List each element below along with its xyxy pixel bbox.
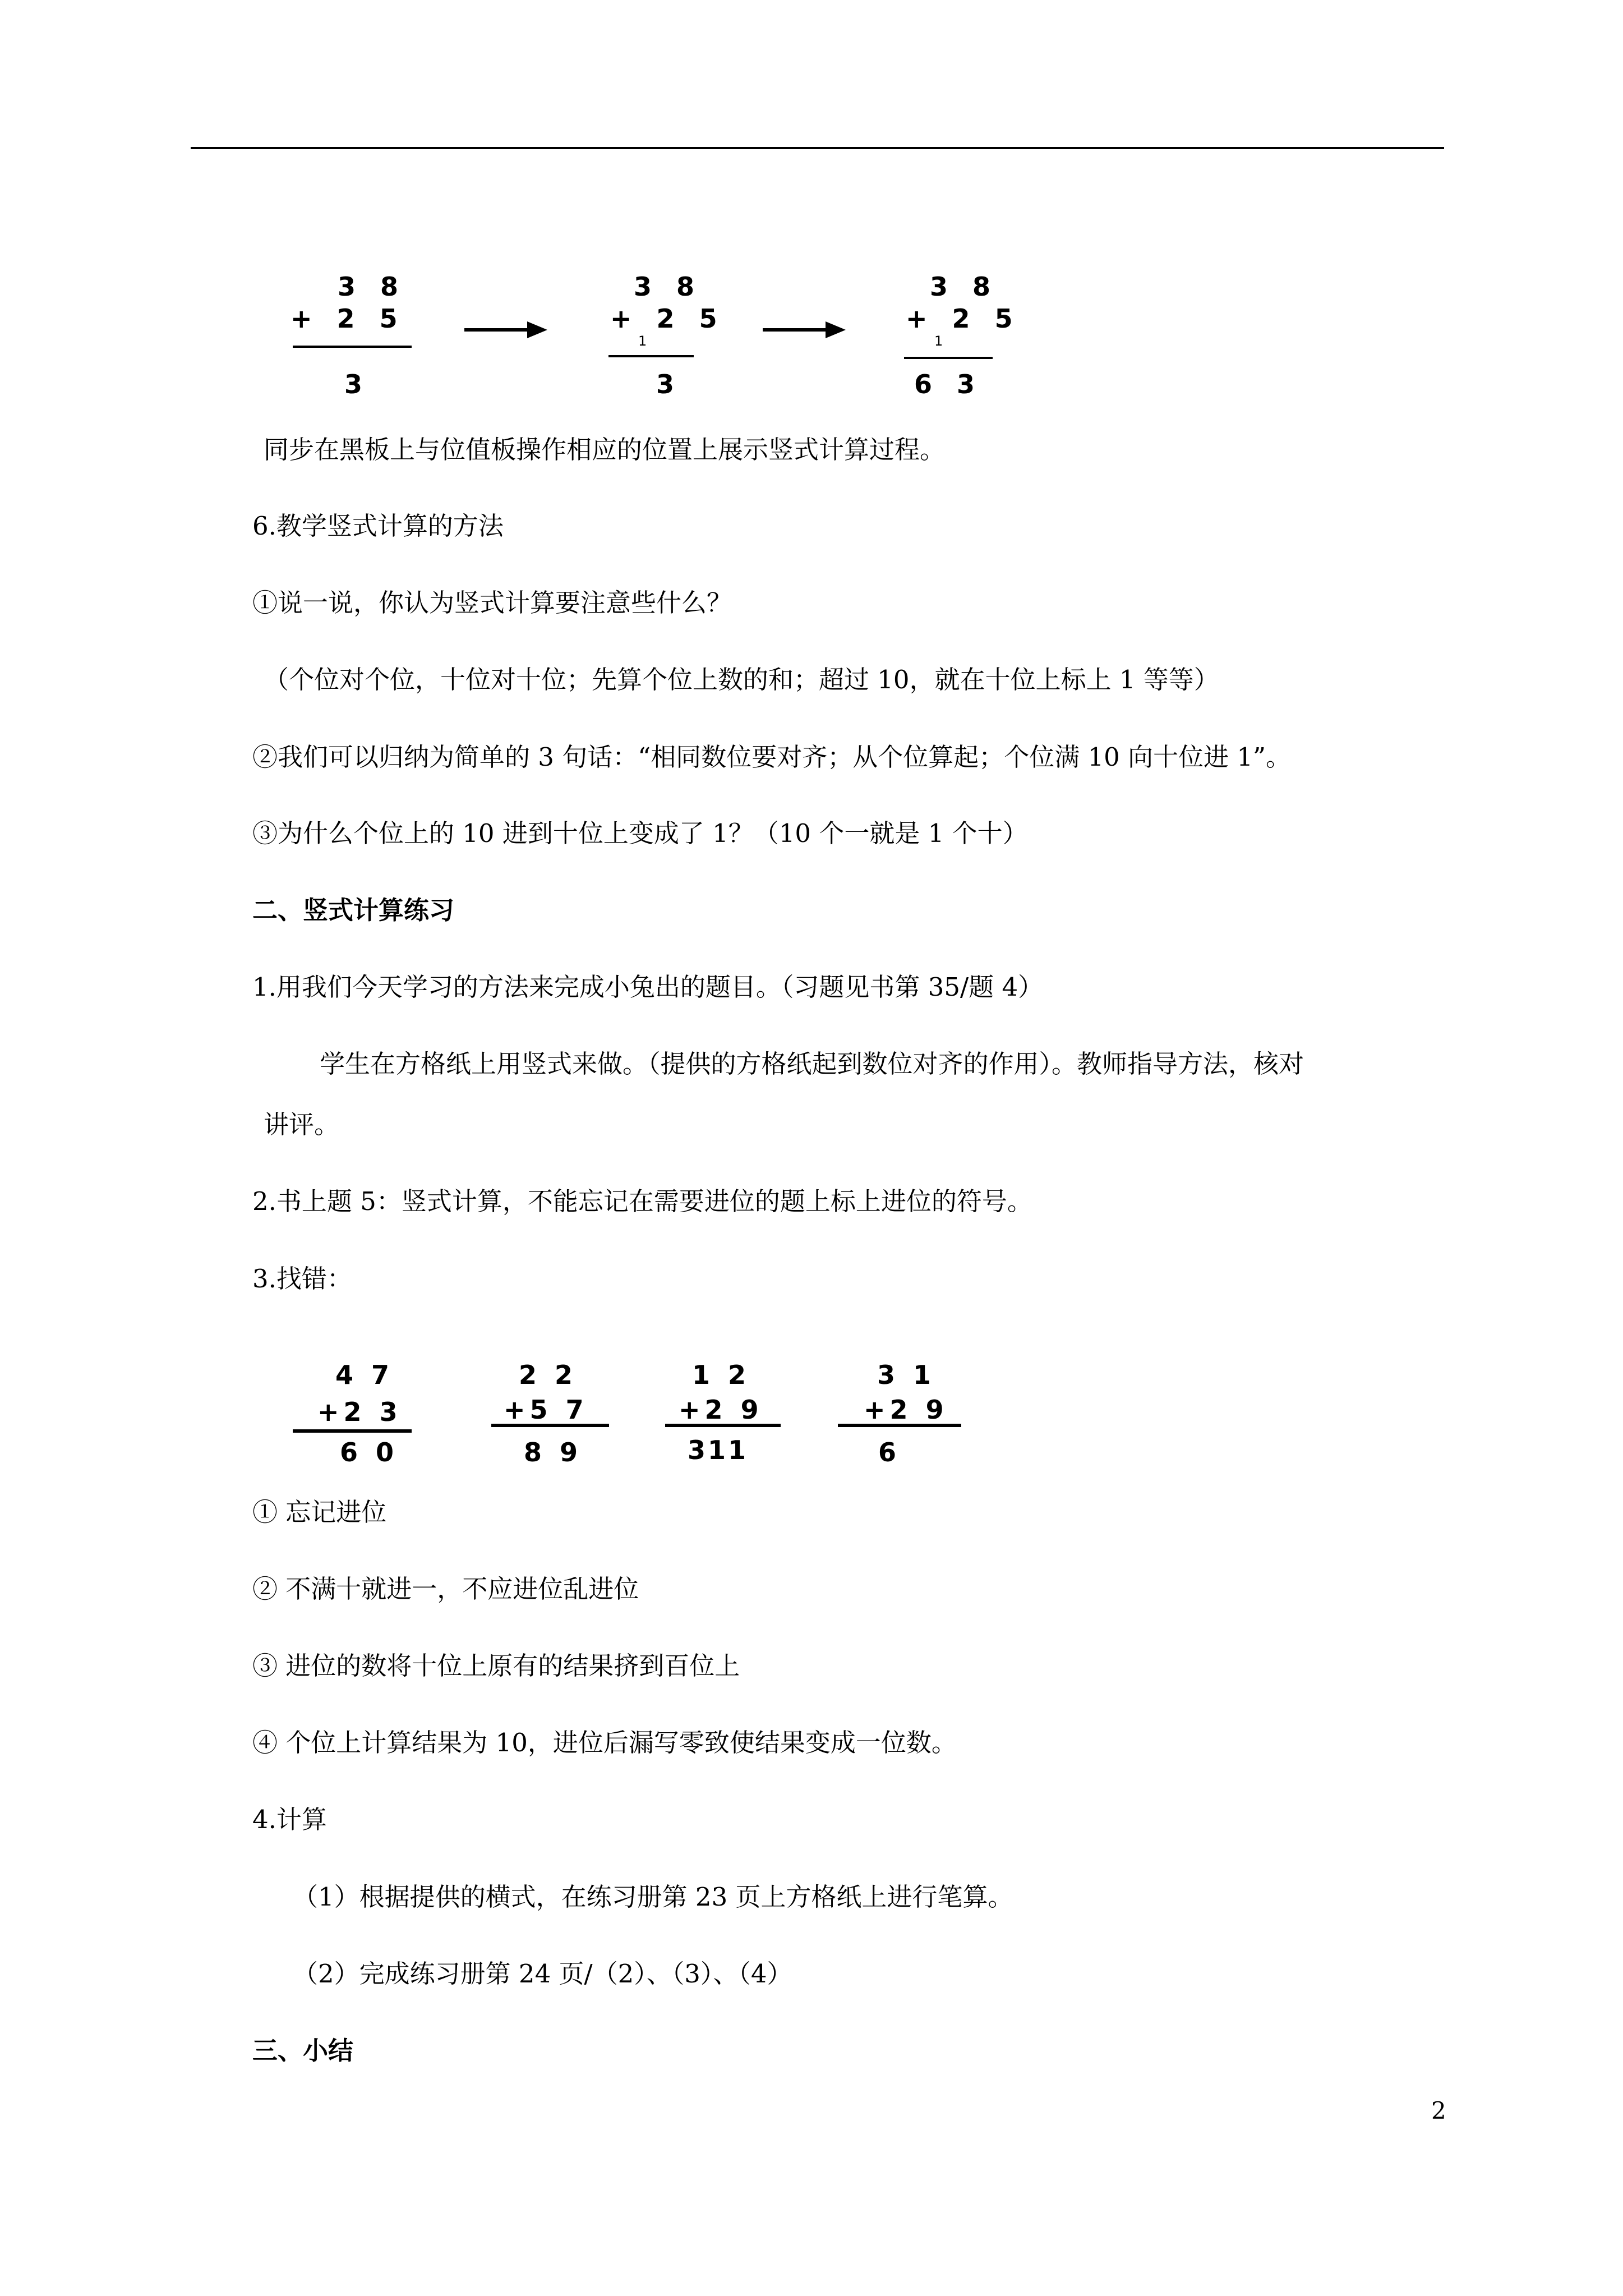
addend-top: 3 8 [634,272,703,302]
paragraph-continuation: 讲评。 [264,1110,340,1139]
sum-line [665,1424,781,1427]
sum-line [293,1429,412,1433]
paragraph: ②我们可以归纳为简单的 3 句话：“相同数位要对齐；从个位算起；个位满 10 向十位进 1”。 [252,742,1292,772]
paragraph: 1.用我们今天学习的方法来完成小兔出的题目。（习题见书第 35/题 4） [252,972,1044,1002]
addend-bottom: + 2 5 [291,303,405,334]
header-rule [191,147,1444,149]
sum-result: 3 [656,369,683,399]
carry-mark: 1 [934,333,943,349]
sum-line [608,355,694,357]
right-arrow-icon [464,319,547,341]
list-item: ② 不满十就进一，不应进位乱进位 [252,1574,639,1604]
addend-top: 3 8 [338,272,407,302]
list-item: ① 忘记进位 [252,1497,387,1527]
paragraph: 3.找错： [252,1264,352,1294]
sum-result: 3 [344,369,371,399]
sum-result: 8 9 [524,1437,583,1467]
addend-bottom: +5 7 [504,1395,588,1425]
addend-bottom: + 2 5 [906,303,1021,334]
addend-top: 3 1 [877,1360,936,1390]
section-heading: 二、竖式计算练习 [252,895,455,925]
section-heading: 三、小结 [252,2036,354,2065]
carry-mark: 1 [638,333,647,349]
section-step-title: 4.计算 [252,1805,327,1834]
addend-bottom: +2 3 [317,1397,402,1427]
paragraph: 学生在方格纸上用竖式来做。（提供的方格纸起到数位对齐的作用）。教师指导方法，核对 [320,1049,1304,1079]
sum-line [491,1424,609,1427]
addend-top: 3 8 [930,272,999,302]
list-item: ③ 进位的数将十位上原有的结果挤到百位上 [252,1651,740,1681]
paragraph: （2）完成练习册第 24 页/（2）、（3）、（4） [293,1959,792,1989]
addend-bottom: +2 9 [679,1395,763,1425]
section-step-title: 6.教学竖式计算的方法 [252,511,504,541]
sum-result: 6 0 [340,1437,399,1467]
addend-bottom: +2 9 [864,1395,948,1425]
paragraph: 2.书上题 5：竖式计算，不能忘记在需要进位的题上标上进位的符号。 [252,1186,1032,1216]
addend-top: 1 2 [692,1360,751,1390]
sum-line [904,357,993,359]
paragraph: （个位对个位，十位对十位；先算个位上数的和；超过 10，就在十位上标上 1 等等） [264,665,1219,694]
sum-result: 6 [878,1437,905,1467]
sum-result: 311 [688,1435,749,1465]
list-item: ④ 个位上计算结果为 10，进位后漏写零致使结果变成一位数。 [252,1728,957,1757]
sum-result: 6 3 [914,369,983,399]
addend-top: 4 7 [335,1360,394,1390]
sum-line [838,1424,961,1427]
paragraph: ①说一说，你认为竖式计算要注意些什么？ [252,588,732,618]
page-number: 2 [1431,2097,1446,2124]
addend-top: 2 2 [519,1360,578,1390]
paragraph: ③为什么个位上的 10 进到十位上变成了 1？（10 个一就是 1 个十） [252,818,1028,848]
paragraph: 同步在黑板上与位值板操作相应的位置上展示竖式计算过程。 [264,435,946,464]
sum-line [293,346,412,348]
right-arrow-icon [763,319,846,341]
paragraph: （1）根据提供的横式，在练习册第 23 页上方格纸上进行笔算。 [293,1882,1013,1912]
addend-bottom: + 2 5 [610,303,725,334]
